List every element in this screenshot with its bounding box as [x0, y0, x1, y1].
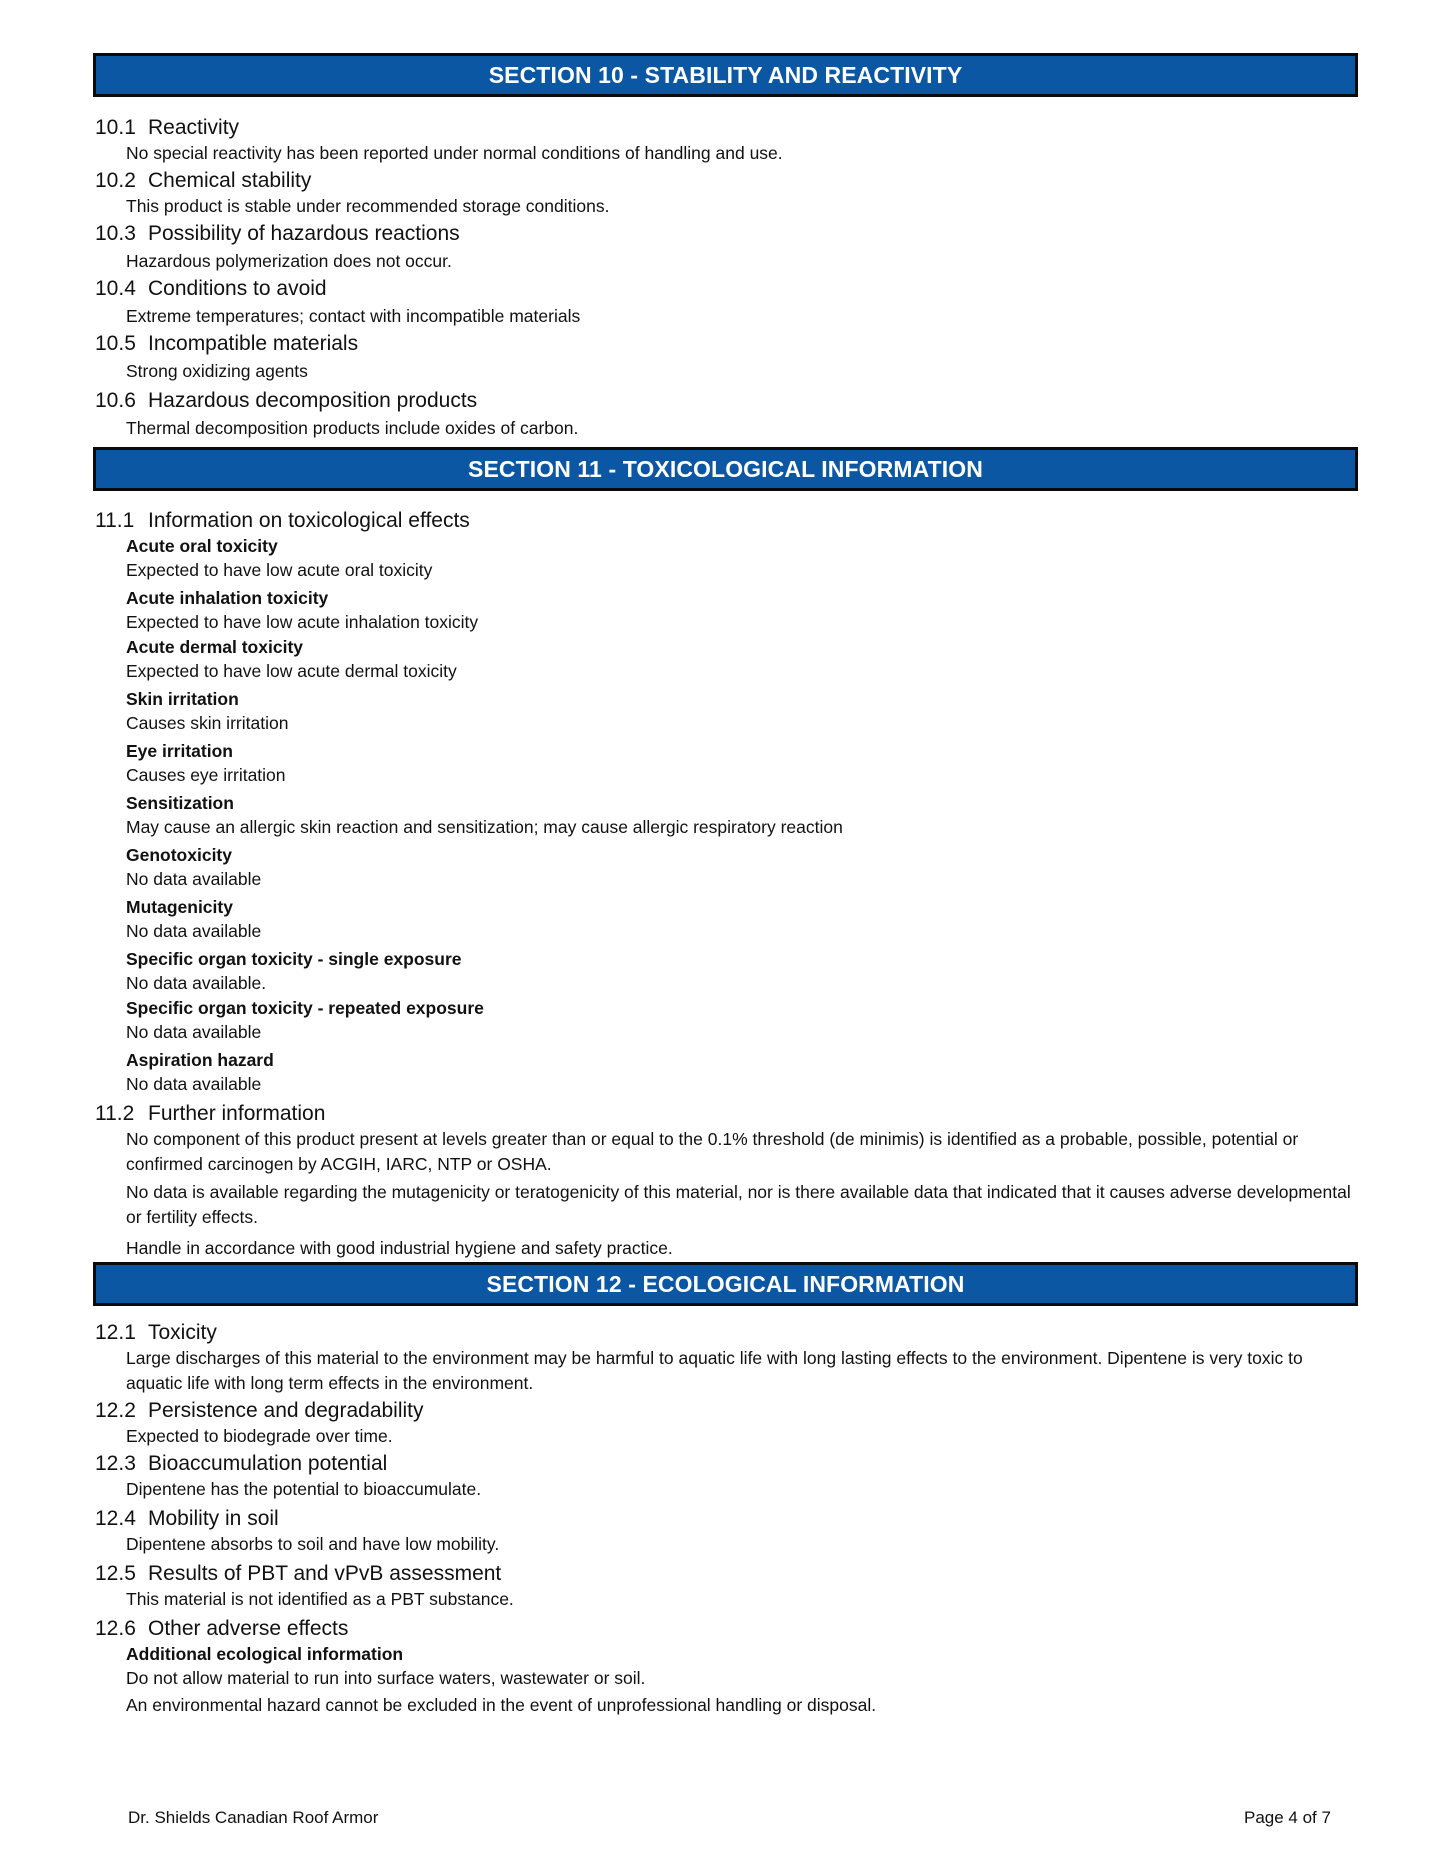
subsection-text: Strong oxidizing agents [126, 361, 308, 381]
section-12-body [95, 1320, 1355, 1718]
section-11-banner [93, 447, 1358, 491]
tox-text: Causes skin irritation [126, 713, 289, 733]
further-info-paragraph: No data is available regarding the mutagenicity or teratogenicity of this material, nor is there available data that indicated that it causes adverse developmental or fertility effects. [126, 1182, 1351, 1227]
section-10-body [95, 115, 1355, 441]
subsection-text: Expected to biodegrade over time. [126, 1426, 393, 1446]
eco-label: Additional ecological information [126, 1644, 404, 1664]
footer-page-number: Page 4 of 7 [1244, 1808, 1331, 1827]
subsection-text: Dipentene has the potential to bioaccumulate. [126, 1479, 482, 1499]
tox-text: Causes eye irritation [126, 765, 286, 785]
tox-label: Genotoxicity [126, 845, 232, 865]
tox-text: No data available [126, 921, 262, 941]
subsection-heading: 10.5 Incompatible materials [95, 332, 359, 355]
subsection-heading: 10.1 Reactivity [95, 116, 240, 139]
section-11-title: SECTION 11 - TOXICOLOGICAL INFORMATION [468, 455, 983, 482]
tox-label: Specific organ toxicity - repeated exposure [126, 998, 484, 1018]
tox-label: Skin irritation [126, 689, 239, 709]
subsection-heading: 10.4 Conditions to avoid [95, 277, 327, 300]
subsection-heading: 12.5 Results of PBT and vPvB assessment [95, 1562, 502, 1585]
tox-text: Expected to have low acute oral toxicity [126, 560, 433, 580]
subsection-text: Hazardous polymerization does not occur. [126, 251, 452, 271]
subsection-heading: 12.3 Bioaccumulation potential [95, 1452, 388, 1475]
subsection-heading: 10.6 Hazardous decomposition products [95, 389, 478, 412]
tox-text: Expected to have low acute inhalation toxicity [126, 612, 479, 632]
tox-text: No data available. [126, 973, 267, 993]
subsection-heading: 10.3 Possibility of hazardous reactions [95, 222, 460, 245]
tox-label: Aspiration hazard [126, 1050, 274, 1070]
subsection-text: This material is not identified as a PBT substance. [126, 1589, 514, 1609]
tox-label: Specific organ toxicity - single exposure [126, 949, 462, 969]
subsection-text: Extreme temperatures; contact with incompatible materials [126, 306, 581, 326]
subsection-text: Large discharges of this material to the environment may be harmful to aquatic life with long lasting effects to the environment. Dipentene is very toxic to aquatic life with long term effects in the environment. [126, 1348, 1303, 1393]
subsection-text: Thermal decomposition products include oxides of carbon. [126, 418, 579, 438]
section-12-banner [93, 1262, 1358, 1306]
subsection-text: This product is stable under recommended storage conditions. [126, 196, 610, 216]
subsection-heading: 12.1 Toxicity [95, 1321, 217, 1344]
tox-label: Acute inhalation toxicity [126, 588, 329, 608]
subsection-heading: 12.2 Persistence and degradability [95, 1399, 424, 1422]
tox-text: No data available [126, 1074, 262, 1094]
subsection-heading: 10.2 Chemical stability [95, 169, 312, 192]
tox-label: Acute oral toxicity [126, 536, 278, 556]
section-10-banner [93, 53, 1358, 97]
subsection-heading: 12.4 Mobility in soil [95, 1507, 279, 1530]
tox-label: Acute dermal toxicity [126, 637, 303, 657]
eco-text: Do not allow material to run into surface waters, wastewater or soil. [126, 1668, 646, 1688]
subsection-heading: 12.6 Other adverse effects [95, 1617, 349, 1640]
further-info-paragraph: Handle in accordance with good industrial hygiene and safety practice. [126, 1238, 673, 1258]
eco-text: An environmental hazard cannot be excluded in the event of unprofessional handling or disposal. [126, 1695, 877, 1715]
section-10-title: SECTION 10 - STABILITY AND REACTIVITY [488, 61, 963, 88]
subsection-text: Dipentene absorbs to soil and have low mobility. [126, 1534, 500, 1554]
tox-text: No data available [126, 1022, 262, 1042]
tox-text: May cause an allergic skin reaction and sensitization; may cause allergic respiratory reaction [126, 817, 843, 837]
section-12-title: SECTION 12 - ECOLOGICAL INFORMATION [486, 1270, 965, 1297]
subsection-heading: 11.2 Further information [95, 1102, 326, 1125]
tox-text: No data available [126, 869, 262, 889]
subsection-text: No special reactivity has been reported under normal conditions of handling and use. [126, 143, 783, 163]
section-11-body [95, 508, 1355, 1261]
footer-product-name: Dr. Shields Canadian Roof Armor [128, 1808, 379, 1827]
tox-label: Sensitization [126, 793, 234, 813]
tox-label: Eye irritation [126, 741, 233, 761]
tox-text: Expected to have low acute dermal toxicity [126, 661, 457, 681]
further-info-paragraph: No component of this product present at levels greater than or equal to the 0.1% threshold (de minimis) is identified as a probable, possible, potential or confirmed carcinogen by ACGIH, IARC, NTP or OSHA. [126, 1129, 1299, 1174]
tox-label: Mutagenicity [126, 897, 233, 917]
subsection-heading: 11.1 Information on toxicological effects [95, 509, 470, 532]
